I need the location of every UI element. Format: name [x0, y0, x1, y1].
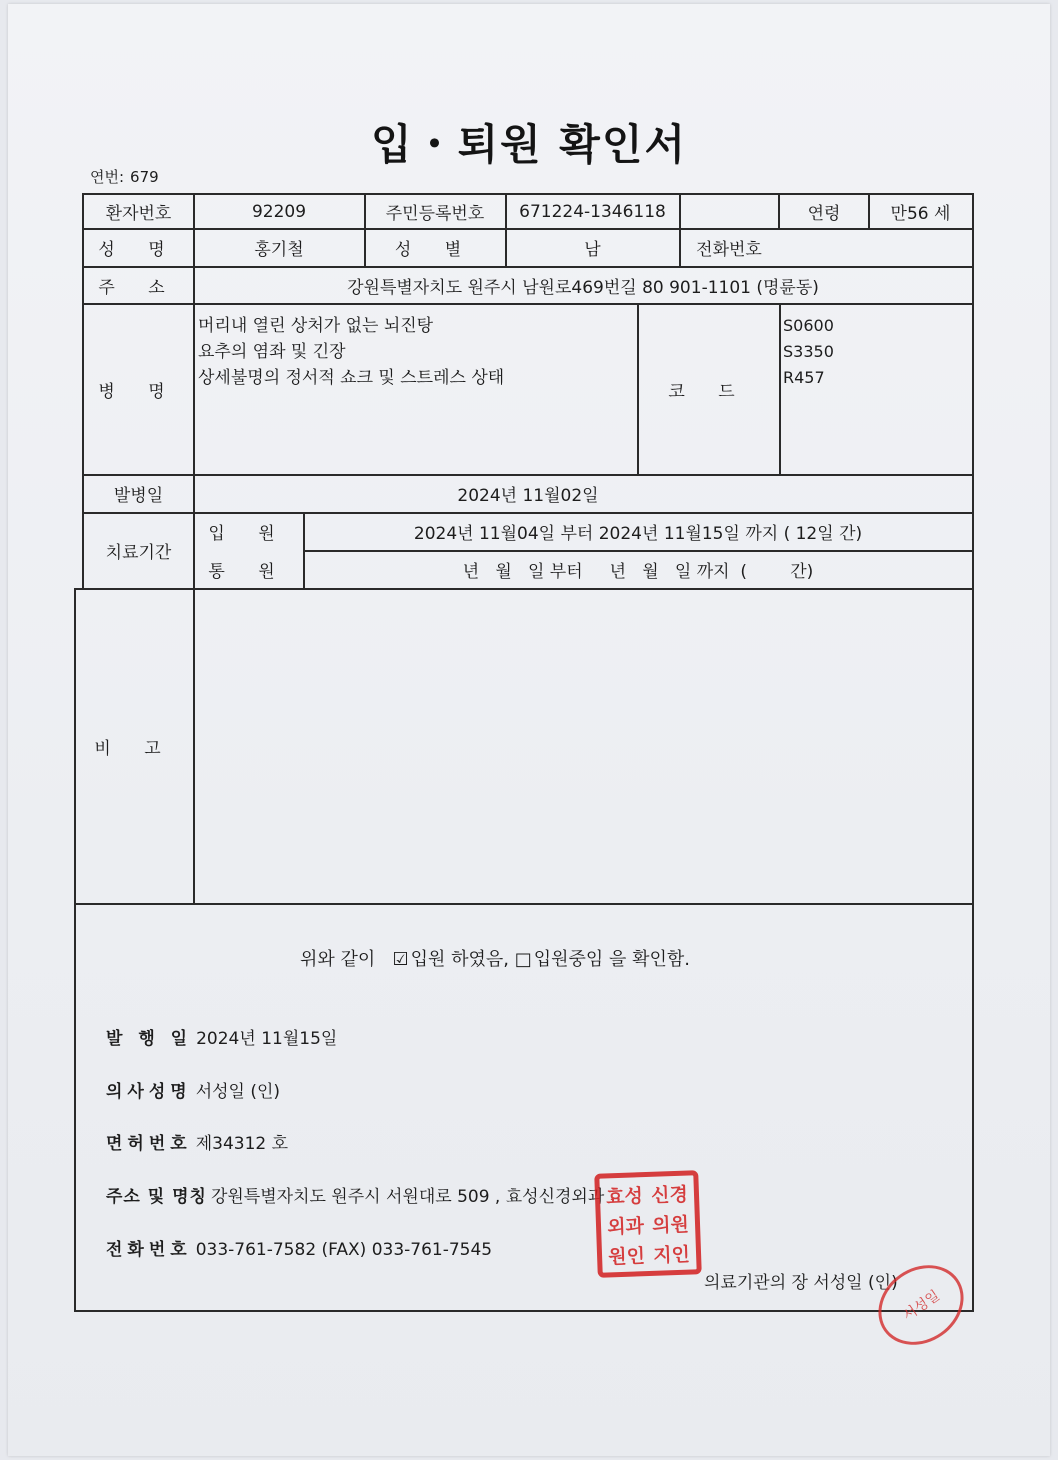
phone-label: 전화번호 — [696, 240, 762, 260]
diagnosis-label: 병 명 — [98, 381, 179, 402]
personal-seal-stamp: 서성일 — [863, 1249, 979, 1361]
seal-char: 의원 — [651, 1213, 690, 1237]
license-row — [106, 1129, 288, 1154]
doctor-label: 의사성명 — [106, 1082, 192, 1102]
seal-char: 외과 — [606, 1214, 645, 1238]
diagnosis-code: S3350 — [783, 342, 834, 361]
diagnosis-item: 요추의 염좌 및 긴장 — [198, 342, 346, 362]
patient-id-value: 92209 — [251, 201, 307, 222]
contact-value: 033-761-7582 (FAX) 033-761-7545 — [195, 1240, 493, 1260]
remarks-value — [194, 590, 972, 903]
onset-label: 발병일 — [113, 486, 164, 506]
age-label: 연령 — [807, 204, 841, 224]
issue-date: 2024년 11월15일 — [196, 1029, 338, 1049]
name-value: 홍기철 — [254, 240, 304, 260]
seal-char: 원인 — [607, 1244, 646, 1268]
checked-box-icon: ☑ — [392, 949, 409, 970]
diagnosis-code: R457 — [783, 368, 825, 387]
address-label: 주 소 — [98, 277, 179, 298]
license-number: 제34312 호 — [195, 1134, 289, 1154]
confirmation-prefix: 위와 같이 — [300, 949, 376, 970]
serial-label: 연번: — [90, 168, 125, 186]
rrn-label: 주민등록번호 — [385, 204, 485, 224]
patient-id-label: 환자번호 — [105, 204, 172, 224]
license-label: 면허번호 — [106, 1134, 192, 1154]
diagnosis-list — [198, 313, 504, 391]
inpatient-period: 2024년 11월04일 부터 2024년 11월15일 까지 ( 12일 간) — [413, 524, 863, 544]
contact-label: 전화번호 — [106, 1240, 192, 1260]
diagnosis-item: 머리내 열린 상처가 없는 뇌진탕 — [198, 316, 434, 336]
sex-label: 성 별 — [394, 240, 476, 260]
onset-date: 2024년 11월02일 — [457, 486, 599, 506]
code-label: 코 드 — [668, 381, 749, 402]
code-list — [783, 313, 834, 391]
name-label: 성 명 — [98, 240, 179, 260]
document-title: 입・퇴원 확인서 — [370, 120, 688, 169]
doctor-row — [106, 1077, 280, 1102]
seal-char: 신경 — [650, 1183, 689, 1207]
sex-value: 남 — [584, 240, 601, 260]
diagnosis-item: 상세불명의 정서적 쇼크 및 스트레스 상태 — [198, 368, 505, 388]
outpatient-label: 통 원 — [208, 562, 289, 582]
phone-value — [780, 229, 972, 266]
age-value: 만56 세 — [890, 204, 951, 224]
issue-date-label: 발 행 일 — [106, 1029, 193, 1049]
confirmation-statement — [300, 945, 690, 971]
outpatient-period: 년 월 일 부터 년 월 일 까지 ( 간) — [462, 562, 814, 582]
seal-char: 지인 — [652, 1243, 691, 1267]
serial-number — [90, 166, 159, 187]
head-signature: 의료기관의 장 서성일 (인) — [704, 1273, 898, 1293]
option-admitted: 입원 하였음, — [410, 949, 509, 970]
patient-info-table — [82, 193, 974, 590]
serial-value: 679 — [130, 168, 159, 186]
hospital-seal-stamp — [594, 1170, 702, 1278]
institution-row — [106, 1182, 604, 1207]
diagnosis-code: S0600 — [783, 316, 834, 335]
rrn-value: 671224-1346118 — [519, 201, 666, 222]
seal-char: 효성 — [605, 1184, 644, 1208]
unchecked-box-icon: □ — [514, 949, 532, 970]
institution-value: 강원특별자치도 원주시 서원대로 509 , 효성신경외과 — [210, 1187, 605, 1207]
inpatient-label: 입 원 — [208, 524, 289, 544]
remarks-label: 비 고 — [94, 739, 175, 759]
contact-row — [106, 1235, 492, 1260]
address-value: 강원특별자치도 원주시 남원로469번길 80 901-1101 (명륜동) — [347, 277, 819, 298]
issue-date-row — [106, 1024, 337, 1049]
treatment-label: 치료기간 — [105, 543, 172, 563]
doctor-name: 서성일 (인) — [195, 1082, 281, 1102]
institution-label: 주소 및 명칭 — [106, 1187, 207, 1207]
option-hospitalized: 입원중임 을 확인함. — [533, 949, 691, 970]
